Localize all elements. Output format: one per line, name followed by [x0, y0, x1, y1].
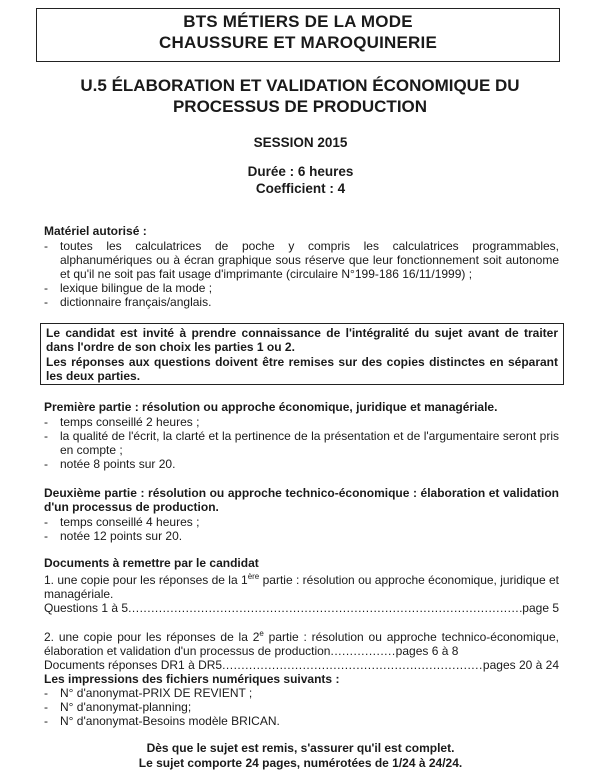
materiel-section: [44, 224, 559, 309]
candidate-instruction-1: Le candidat est invité à prendre connaissance de l'intégralité du sujet avant de traiter dans l'ordre de son choix les parties 1 ou 2.: [46, 326, 558, 354]
documents-item-2-text-a: 2. une copie pour les réponses de la 2: [44, 630, 260, 644]
materiel-heading: Matériel autorisé :: [44, 224, 147, 238]
duration-label: Durée : 6 heures: [247, 164, 354, 179]
exam-title-line-1: U.5 ÉLABORATION ET VALIDATION ÉCONOMIQUE DU: [80, 76, 520, 95]
documents-item-2-text-b: partie : résolution ou approche technico-économique, élaboration et validation d'un processus de production: [44, 630, 559, 658]
header-line-1: BTS MÉTIERS DE LA MODE: [183, 12, 413, 31]
documents-item-2-right: pages 20 à 24: [482, 658, 559, 672]
premiere-partie-heading: Première partie : résolution ou approche économique, juridique et managériale.: [44, 400, 498, 414]
header-line-2: CHAUSSURE ET MAROQUINERIE: [159, 33, 437, 52]
dot-leader: [222, 658, 483, 672]
impressions-heading: Les impressions des fichiers numériques suivants :: [44, 672, 340, 686]
documents-item-2: [44, 627, 559, 658]
materiel-item: - dictionnaire français/anglais.: [44, 295, 559, 309]
candidate-instruction-2: Les réponses aux questions doivent être remises sur des copies distinctes en séparant les deux parties.: [46, 355, 558, 383]
impressions-item: - N° d'anonymat-planning;: [44, 700, 559, 714]
premiere-partie-item: - temps conseillé 2 heures ;: [44, 415, 559, 429]
documents-item-1-text-b: partie : résolution ou approche économique, juridique et managériale.: [44, 573, 559, 601]
footer-line-2: Le sujet comporte 24 pages, numérotées de 1/24 à 24/24.: [138, 756, 463, 770]
documents-item-1-sup: ère: [247, 572, 260, 581]
documents-item-1-text-a: 1. une copie pour les réponses de la 1: [44, 573, 248, 587]
premiere-partie-item: - notée 8 points sur 20.: [44, 457, 559, 471]
exam-title-line-2: PROCESSUS DE PRODUCTION: [172, 97, 428, 116]
dot-leader: [128, 601, 522, 615]
documents-item-2-left: Documents réponses DR1 à DR5: [44, 658, 223, 672]
session-label: SESSION 2015: [253, 135, 348, 150]
premiere-partie-list: [44, 415, 559, 471]
documents-item-2-sup: e: [259, 629, 264, 638]
premiere-partie-item: - la qualité de l'écrit, la clarté et la pertinence de la présentation et de l'argumentaire seront pris en compte ;: [44, 429, 559, 457]
documents-item-1-right: page 5: [522, 601, 559, 615]
deuxieme-partie-section: [44, 486, 559, 543]
impressions-list: [44, 686, 559, 728]
materiel-item: - lexique bilingue de la mode ;: [44, 281, 559, 295]
deuxieme-partie-list: [44, 515, 559, 543]
deuxieme-partie-heading: Deuxième partie : résolution ou approche technico-économique : élaboration et validation d'un processus de production.: [44, 486, 559, 514]
dot-leader: .................: [330, 644, 396, 658]
footer-line-1: Dès que le sujet est remis, s'assurer qu'il est complet.: [146, 741, 455, 755]
coefficient-label: Coefficient : 4: [255, 181, 346, 196]
documents-item-1-page-line: [44, 601, 559, 615]
documents-item-2-page-line: [44, 658, 559, 672]
documents-item-2-pages: pages 6 à 8: [395, 644, 459, 658]
documents-heading: Documents à remettre par le candidat: [44, 556, 259, 570]
deuxieme-partie-item: - notée 12 points sur 20.: [44, 529, 559, 543]
documents-item-1-left: Questions 1 à 5: [44, 601, 129, 615]
impressions-item: - N° d'anonymat-Besoins modèle BRICAN.: [44, 714, 559, 728]
impressions-item: - N° d'anonymat-PRIX DE REVIENT ;: [44, 686, 559, 700]
documents-item-1: [44, 570, 559, 601]
deuxieme-partie-item: - temps conseillé 4 heures ;: [44, 515, 559, 529]
premiere-partie-section: [44, 400, 559, 471]
documents-section: [44, 556, 559, 728]
materiel-item: - toutes les calculatrices de poche y compris les calculatrices programmables, alphanumériques ou à écran graphique sous réserve que leur fonctionnement soit autonome et qu'il ne soit pas fait usage d'imprimante (circulaire N°199-186 16/11/1999) ;: [44, 239, 559, 281]
materiel-list: [44, 239, 559, 309]
